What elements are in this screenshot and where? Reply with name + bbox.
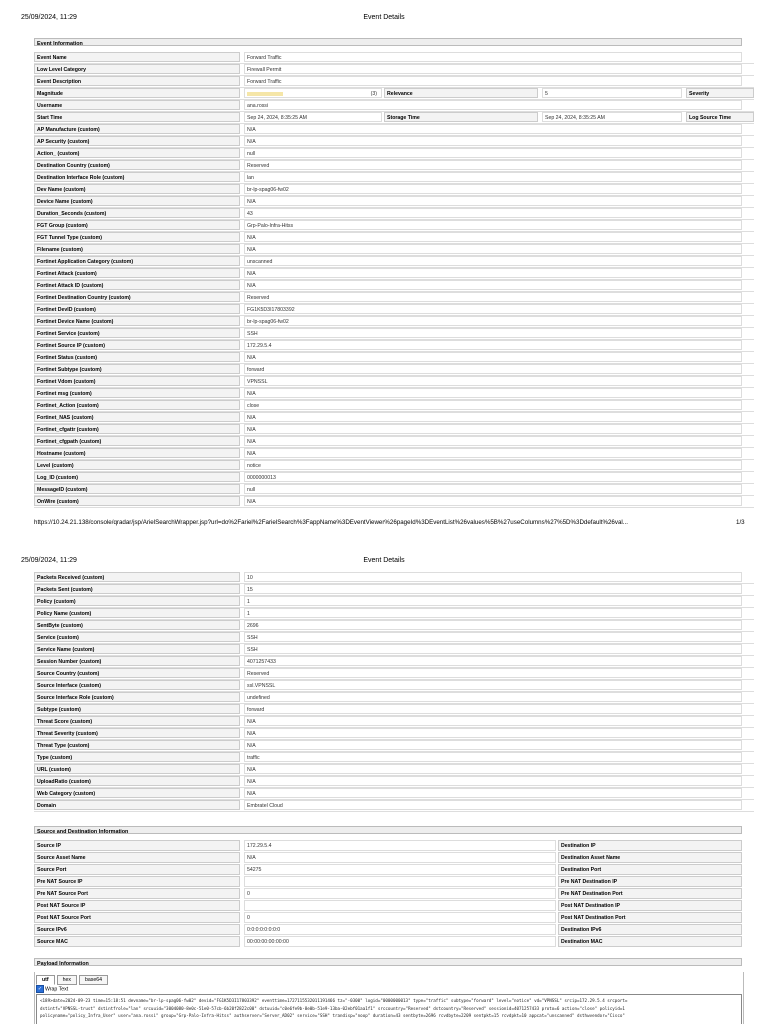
detail-row (34, 52, 754, 64)
field-label: Threat Score (custom) (34, 716, 240, 726)
magnitude-value (244, 88, 382, 98)
detail-row (34, 704, 754, 716)
field-label: Event Name (34, 52, 240, 62)
detail-row (34, 632, 754, 644)
source-value: 172.29.5.4 (244, 840, 556, 851)
wrap-text-toggle[interactable] (36, 985, 68, 993)
field-label: Fortinet Attack ID (custom) (34, 280, 240, 290)
field-label: Filename (custom) (34, 244, 240, 254)
source-value (244, 900, 556, 911)
detail-row (34, 400, 754, 412)
field-label: Fortinet msg (custom) (34, 388, 240, 398)
field-label: Service (custom) (34, 632, 240, 642)
field-label: Log_ID (custom) (34, 472, 240, 482)
field-value: N/A (244, 280, 742, 290)
field-label: Fortinet Status (custom) (34, 352, 240, 362)
source-value: 0 (244, 912, 556, 923)
field-label: Device Name (custom) (34, 196, 240, 206)
detail-row (34, 388, 754, 400)
field-value: br-lp-spag06-fw02 (244, 316, 742, 326)
field-label: URL (custom) (34, 764, 240, 774)
field-value: N/A (244, 728, 742, 738)
field-label: Level (custom) (34, 460, 240, 470)
destination-label: Pre NAT Destination IP (558, 876, 742, 887)
detail-row (34, 752, 754, 764)
field-label: Source Country (custom) (34, 668, 240, 678)
magnitude-number: (3) (370, 91, 377, 97)
field-value: 2696 (244, 620, 742, 630)
field-label: Service Name (custom) (34, 644, 240, 654)
field-label: FGT Tunnel Type (custom) (34, 232, 240, 242)
field-value: N/A (244, 740, 742, 750)
field-label: Web Category (custom) (34, 788, 240, 798)
address-row (34, 900, 742, 912)
page2-header (0, 557, 768, 571)
field-value: br-lp-spag06-fw02 (244, 184, 742, 194)
tab-base64[interactable]: base64 (79, 975, 108, 985)
detail-row (34, 572, 754, 584)
address-row (34, 888, 742, 900)
relevance-label: Relevance (384, 88, 538, 98)
field-value: close (244, 400, 742, 410)
detail-row (34, 76, 754, 88)
detail-row (34, 100, 754, 112)
field-value: traffic (244, 752, 742, 762)
detail-row (34, 496, 754, 508)
source-label: Pre NAT Source IP (34, 876, 240, 887)
detail-row (34, 124, 754, 136)
field-label: Action_ (custom) (34, 148, 240, 158)
detail-row (34, 716, 754, 728)
field-label: Domain (34, 800, 240, 810)
field-value: Firewall Permit (244, 64, 742, 74)
detail-row (34, 460, 754, 472)
field-value: N/A (244, 496, 742, 506)
source-destination-header: Source and Destination Information (34, 826, 742, 834)
event-information-table-cont (34, 572, 754, 812)
destination-label: Destination IP (558, 840, 742, 851)
field-label: Source Interface (custom) (34, 680, 240, 690)
field-value: N/A (244, 136, 742, 146)
field-value: 43 (244, 208, 742, 218)
source-value (244, 876, 556, 887)
source-value: N/A (244, 852, 556, 863)
field-label: Fortinet Attack (custom) (34, 268, 240, 278)
field-label: Packets Received (custom) (34, 572, 240, 582)
source-value: 0 (244, 888, 556, 899)
field-label: Fortinet Destination Country (custom) (34, 292, 240, 302)
page-title: Event Details (363, 14, 405, 21)
detail-row (34, 268, 754, 280)
field-value: N/A (244, 412, 742, 422)
print-datetime: 25/09/2024, 11:29 (21, 557, 77, 564)
payload-line: policyname="policy_Infra_User" user="ana.rossi" group="Grp-Palo-Infra-Hitss" authserver="Server_AD02" service="SSH" trandisp="noop" duration=43 sentbyte=2696 rcvdbyte=2209 sentpkt=15 rcvdpkt=10 appcat="unscanned" dsthwvendor="Cisco" (40, 1013, 625, 1018)
field-label: Event Description (34, 76, 240, 86)
field-value: 1 (244, 596, 742, 606)
field-value: SSH (244, 644, 742, 654)
magnitude-bar (247, 92, 283, 96)
detail-row (34, 424, 754, 436)
payload-text (36, 994, 742, 1024)
detail-row (34, 776, 754, 788)
detail-row (34, 208, 754, 220)
field-value: undefined (244, 692, 742, 702)
field-label: Fortinet Subtype (custom) (34, 364, 240, 374)
field-label: Policy (custom) (34, 596, 240, 606)
start-time-value: Sep 24, 2024, 8:35:25 AM (244, 112, 382, 122)
field-value: null (244, 148, 742, 158)
storage-time-label: Storage Time (384, 112, 538, 122)
detail-row (34, 668, 754, 680)
field-value: Forward Traffic (244, 52, 742, 62)
source-value: 54275 (244, 864, 556, 875)
field-value: N/A (244, 124, 742, 134)
severity-label: Severity (686, 88, 754, 98)
address-row (34, 876, 742, 888)
detail-row (34, 680, 754, 692)
relevance-value: 5 (542, 88, 682, 98)
field-label: Fortinet Service (custom) (34, 328, 240, 338)
field-value: 15 (244, 584, 742, 594)
detail-row (34, 292, 754, 304)
field-value: N/A (244, 436, 742, 446)
field-value: Reserved (244, 160, 742, 170)
source-label: Source IPv6 (34, 924, 240, 935)
field-label: Packets Sent (custom) (34, 584, 240, 594)
field-value: SSH (244, 328, 742, 338)
destination-label: Destination Port (558, 864, 742, 875)
field-value: forward (244, 704, 742, 714)
page-number: 1/3 (736, 519, 745, 526)
field-value: notice (244, 460, 742, 470)
field-label: Fortinet Vdom (custom) (34, 376, 240, 386)
detail-row (34, 184, 754, 196)
field-value: Grp-Palo-Infra-Hitss (244, 220, 742, 230)
address-row (34, 924, 742, 936)
field-value: unscanned (244, 256, 742, 266)
detail-row (34, 472, 754, 484)
field-label: Source Interface Role (custom) (34, 692, 240, 702)
field-label: Subtype (custom) (34, 704, 240, 714)
field-label: Start Time (34, 112, 240, 122)
detail-row (34, 364, 754, 376)
event-information-header: Event Information (34, 38, 742, 46)
log-source-time-label: Log Source Time (686, 112, 754, 122)
detail-row (34, 728, 754, 740)
source-label: Pre NAT Source Port (34, 888, 240, 899)
detail-row (34, 376, 754, 388)
address-row (34, 840, 742, 852)
field-label: Threat Severity (custom) (34, 728, 240, 738)
field-label: Dev Name (custom) (34, 184, 240, 194)
detail-row (34, 232, 754, 244)
field-label: Fortinet_cfgattr (custom) (34, 424, 240, 434)
detail-row (34, 740, 754, 752)
field-value: N/A (244, 448, 742, 458)
destination-label: Destination MAC (558, 936, 742, 947)
detail-row (34, 256, 754, 268)
source-label: Source Asset Name (34, 852, 240, 863)
address-row (34, 912, 742, 924)
detail-row (34, 692, 754, 704)
address-row (34, 864, 742, 876)
detail-row (34, 800, 754, 812)
field-value: lan (244, 172, 742, 182)
field-value: N/A (244, 388, 742, 398)
field-value: N/A (244, 776, 742, 786)
detail-row (34, 596, 754, 608)
page-title: Event Details (363, 557, 405, 564)
payload-information-header: Payload Information (34, 958, 742, 966)
detail-row (34, 88, 754, 100)
field-label: Session Number (custom) (34, 656, 240, 666)
detail-row (34, 172, 754, 184)
field-value: null (244, 484, 742, 494)
payload-line: dstintf="VPNSSL-trust" dstintfrole="lan" srcuuid="3004080-8e0c-51e0-57cb-6b20f2822c00" dstuuid="c0e6fe9b-8e0b-51e9-13ba-02ebf01aa1f1" srccountry="Reserved" dstcountry="Reserved" sessionid=4071257433 proto=6 action="close" policyid=1 (40, 1005, 625, 1011)
event-information-table (34, 52, 754, 508)
destination-label: Destination IPv6 (558, 924, 742, 935)
source-label: Source MAC (34, 936, 240, 947)
source-value: 0:0:0:0:0:0:0:0 (244, 924, 556, 935)
field-value: 4071257433 (244, 656, 742, 666)
field-label: MessageID (custom) (34, 484, 240, 494)
detail-row (34, 644, 754, 656)
source-label: Source IP (34, 840, 240, 851)
detail-row (34, 316, 754, 328)
field-value: forward (244, 364, 742, 374)
detail-row (34, 112, 754, 124)
detail-row (34, 608, 754, 620)
field-value: FG1K5D3I17803392 (244, 304, 742, 314)
field-value: 172.29.5.4 (244, 340, 742, 350)
field-label: Username (34, 100, 240, 110)
field-value: N/A (244, 196, 742, 206)
page1-header (0, 14, 768, 28)
field-label: OnWire (custom) (34, 496, 240, 506)
field-value: ana.rossi (244, 100, 742, 110)
field-label: Fortinet DevID (custom) (34, 304, 240, 314)
field-label: Destination Interface Role (custom) (34, 172, 240, 182)
destination-label: Post NAT Destination Port (558, 912, 742, 923)
storage-time-value: Sep 24, 2024, 8:35:25 AM (542, 112, 682, 122)
field-value: N/A (244, 232, 742, 242)
detail-row (34, 436, 754, 448)
detail-row (34, 196, 754, 208)
detail-row (34, 148, 754, 160)
detail-row (34, 448, 754, 460)
field-value: Embratel Cloud (244, 800, 742, 810)
destination-label: Post NAT Destination IP (558, 900, 742, 911)
field-value: N/A (244, 268, 742, 278)
field-value: N/A (244, 788, 742, 798)
field-label: Magnitude (34, 88, 240, 98)
print-datetime: 25/09/2024, 11:29 (21, 14, 77, 21)
destination-label: Destination Asset Name (558, 852, 742, 863)
detail-row (34, 620, 754, 632)
field-label: AP Manufacture (custom) (34, 124, 240, 134)
source-value: 00:00:00:00:00:00 (244, 936, 556, 947)
detail-row (34, 64, 754, 76)
field-value: Forward Traffic (244, 76, 742, 86)
field-label: Type (custom) (34, 752, 240, 762)
field-value: N/A (244, 424, 742, 434)
field-value: VPNSSL (244, 376, 742, 386)
source-destination-table (34, 840, 742, 948)
source-label: Post NAT Source IP (34, 900, 240, 911)
field-value: Reserved (244, 292, 742, 302)
detail-row (34, 656, 754, 668)
field-label: Threat Type (custom) (34, 740, 240, 750)
address-row (34, 852, 742, 864)
detail-row (34, 584, 754, 596)
field-value: 10 (244, 572, 742, 582)
field-label: Fortinet Source IP (custom) (34, 340, 240, 350)
payload-tabs (36, 975, 110, 984)
checkbox-checked-icon[interactable]: ✓ (37, 986, 43, 992)
field-value: 1 (244, 608, 742, 618)
field-value: 0000000013 (244, 472, 742, 482)
field-label: Fortinet Application Category (custom) (34, 256, 240, 266)
detail-row (34, 340, 754, 352)
field-label: Low Level Category (34, 64, 240, 74)
field-label: UploadRatio (custom) (34, 776, 240, 786)
print-url: https://10.24.21.138/console/qradar/jsp/ArielSearchWrapper.jsp?url=do%2Fariel%2FarielSearch%3FappName%3DEventViewer%26pageId%3DEventList%26values%5B%27useColumns%27%5D%3Ddefault%26val... (34, 519, 628, 526)
address-row (34, 936, 742, 948)
detail-row (34, 412, 754, 424)
source-label: Post NAT Source Port (34, 912, 240, 923)
field-value: N/A (244, 716, 742, 726)
detail-row (34, 304, 754, 316)
field-label: AP Security (custom) (34, 136, 240, 146)
field-label: Fortinet_NAS (custom) (34, 412, 240, 422)
field-label: Policy Name (custom) (34, 608, 240, 618)
tab-utf[interactable]: utf (36, 975, 55, 985)
detail-row (34, 244, 754, 256)
field-value: Reserved (244, 668, 742, 678)
field-value: N/A (244, 244, 742, 254)
field-label: FGT Group (custom) (34, 220, 240, 230)
destination-label: Pre NAT Destination Port (558, 888, 742, 899)
detail-row (34, 352, 754, 364)
detail-row (34, 160, 754, 172)
field-value: N/A (244, 764, 742, 774)
field-label: Hostname (custom) (34, 448, 240, 458)
field-value: N/A (244, 352, 742, 362)
detail-row (34, 220, 754, 232)
field-label: SentByte (custom) (34, 620, 240, 630)
detail-row (34, 280, 754, 292)
wrap-text-label: Wrap Text (45, 986, 69, 993)
field-label: Destination Country (custom) (34, 160, 240, 170)
field-value: ssl.VPNSSL (244, 680, 742, 690)
payload-line: <189>date=2024-09-23 time=15:18:51 devname="br-lp-spag06-fw02" devid="FG1K5D3I17803392" eventtime=1727115532011191466 tz="-0300" logid="0000000013" type="traffic" subtype="forward" level="notice" vd="VPNSSL" srcip=172.29.5.4 srcport= (40, 998, 628, 1003)
tab-hex[interactable]: hex (57, 975, 77, 985)
detail-row (34, 484, 754, 496)
field-label: Fortinet_cfgpath (custom) (34, 436, 240, 446)
detail-row (34, 328, 754, 340)
detail-row (34, 764, 754, 776)
detail-row (34, 136, 754, 148)
field-label: Fortinet Device Name (custom) (34, 316, 240, 326)
detail-row (34, 788, 754, 800)
source-label: Source Port (34, 864, 240, 875)
field-label: Duration_Seconds (custom) (34, 208, 240, 218)
field-label: Fortinet_Action (custom) (34, 400, 240, 410)
field-value: SSH (244, 632, 742, 642)
